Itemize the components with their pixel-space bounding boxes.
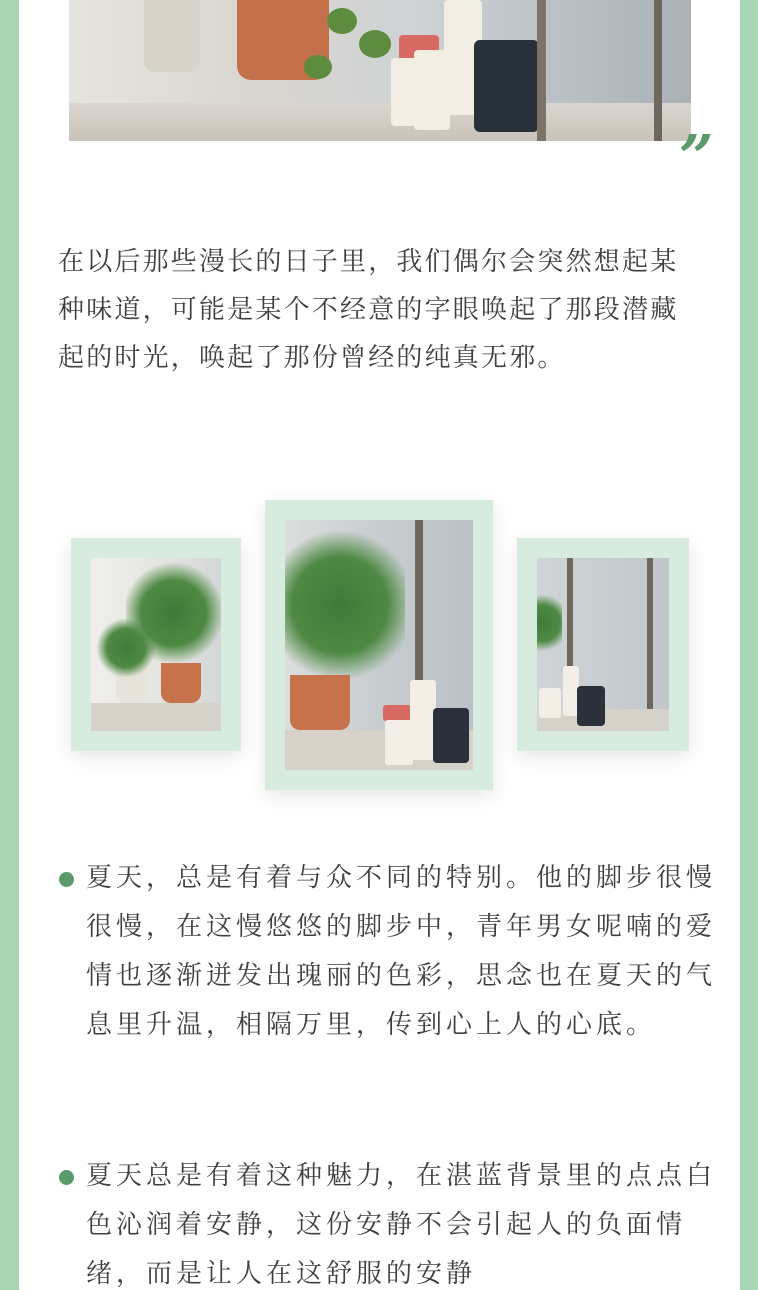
intro-paragraph: 在以后那些漫长的日子里，我们偶尔会突然想起某种味道，可能是某个不经意的字眼唤起了那段潜藏起的时光，唤起了那份曾经的纯真无邪。 [58, 247, 679, 373]
terracotta-pot [290, 675, 350, 730]
article-card [19, 0, 740, 1290]
window-frame [654, 0, 662, 141]
gallery-photo [91, 558, 221, 731]
fern-plant [537, 588, 562, 658]
bullet-dot-icon [59, 1170, 74, 1185]
plant-leaf [327, 8, 357, 34]
red-candle [383, 705, 411, 721]
gallery-frame-left[interactable] [71, 538, 241, 751]
dark-candle-jar [433, 708, 469, 763]
white-pot [144, 0, 200, 72]
bullet-text: 夏天，总是有着与众不同的特别。他的脚步很慢很慢，在这慢悠悠的脚步中，青年男女呢喃的爱情也逐渐迸发出瑰丽的色彩，思念也在夏天的气息里升温，相隔万里，传到心上人的心底。 [86, 863, 717, 1040]
bullet-paragraph [59, 854, 718, 1050]
white-candle [539, 688, 561, 718]
small-plant [96, 618, 156, 678]
plant-leaf [304, 55, 332, 79]
windowsill [69, 103, 691, 141]
gallery-frame-center[interactable] [265, 500, 493, 790]
terracotta-pot [161, 663, 201, 703]
bullet-dot-icon [59, 872, 74, 887]
windowsill [91, 703, 221, 731]
dark-candle-jar [577, 686, 605, 726]
dark-candle-jar [474, 40, 539, 132]
white-candle [414, 50, 450, 130]
gallery-photo [285, 520, 473, 770]
bullet-paragraph [59, 1152, 718, 1290]
gallery-photo [537, 558, 669, 731]
window-frame [647, 558, 653, 731]
hero-photo[interactable] [69, 0, 691, 141]
gallery-frame-right[interactable] [517, 538, 689, 751]
bullet-text: 夏天总是有着这种魅力，在湛蓝背景里的点点白色沁润着安静，这份安静不会引起人的负面情绪，而是让人在这舒服的安静 [86, 1161, 717, 1289]
white-candle [385, 720, 413, 765]
plant-leaf [359, 30, 391, 58]
quote-mark-icon: ” [679, 123, 714, 193]
window-frame [537, 0, 546, 141]
fern-plant [285, 520, 405, 690]
